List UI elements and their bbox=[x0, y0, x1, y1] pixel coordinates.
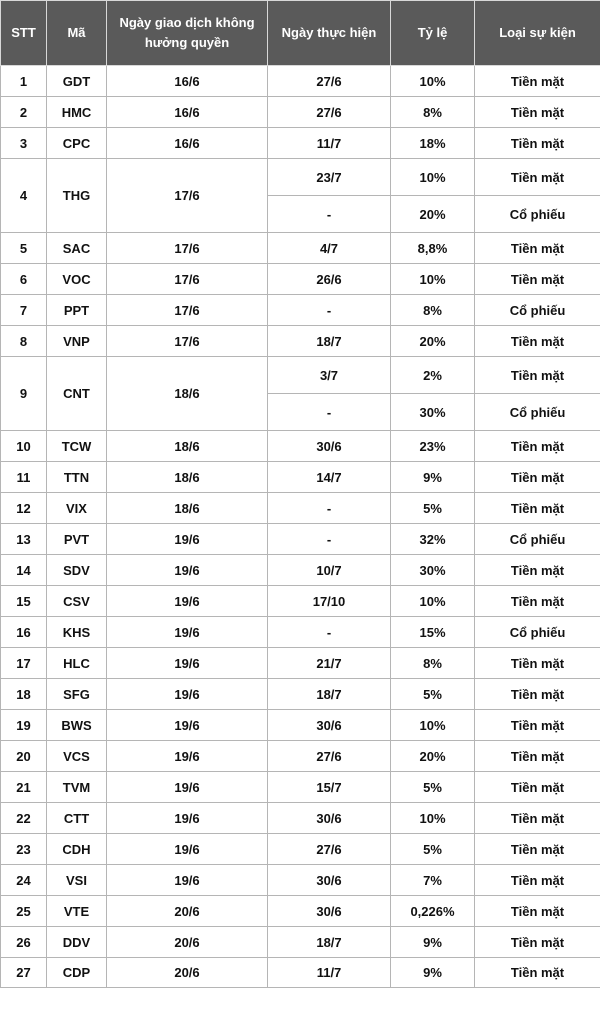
header-execution-date: Ngày thực hiện bbox=[268, 1, 391, 66]
cell-ticker: TVM bbox=[47, 772, 107, 803]
table-row bbox=[1, 865, 600, 896]
cell-execution-date: 17/10 bbox=[268, 586, 391, 617]
cell-ticker: DDV bbox=[47, 927, 107, 958]
cell-ratio: 2% bbox=[391, 357, 475, 394]
cell-ticker: SFG bbox=[47, 679, 107, 710]
cell-event-type: Cổ phiếu bbox=[475, 617, 600, 648]
cell-execution-date: 18/7 bbox=[268, 927, 391, 958]
cell-stt: 25 bbox=[1, 896, 47, 927]
cell-event-type: Tiền mặt bbox=[475, 927, 600, 958]
cell-stt: 10 bbox=[1, 431, 47, 462]
cell-stt: 8 bbox=[1, 326, 47, 357]
cell-event-type: Tiền mặt bbox=[475, 834, 600, 865]
cell-ex-rights-date: 16/6 bbox=[107, 66, 268, 97]
cell-execution-date: 30/6 bbox=[268, 865, 391, 896]
header-ratio: Tỷ lệ bbox=[391, 1, 475, 66]
cell-ticker: BWS bbox=[47, 710, 107, 741]
table-row bbox=[1, 128, 600, 159]
cell-ratio: 30% bbox=[391, 394, 475, 431]
cell-ticker: VOC bbox=[47, 264, 107, 295]
cell-ticker: VTE bbox=[47, 896, 107, 927]
cell-ratio: 10% bbox=[391, 159, 475, 196]
cell-event-type: Tiền mặt bbox=[475, 803, 600, 834]
cell-stt: 20 bbox=[1, 741, 47, 772]
cell-event-type: Tiền mặt bbox=[475, 97, 600, 128]
cell-ticker: PPT bbox=[47, 295, 107, 326]
cell-stt: 22 bbox=[1, 803, 47, 834]
cell-stt: 24 bbox=[1, 865, 47, 896]
cell-stt: 23 bbox=[1, 834, 47, 865]
cell-ticker: SAC bbox=[47, 233, 107, 264]
cell-ratio: 8% bbox=[391, 97, 475, 128]
cell-ratio: 10% bbox=[391, 586, 475, 617]
cell-ticker: HLC bbox=[47, 648, 107, 679]
cell-ex-rights-date: 19/6 bbox=[107, 803, 268, 834]
cell-execution-date: - bbox=[268, 524, 391, 555]
cell-event-type: Tiền mặt bbox=[475, 128, 600, 159]
table-row bbox=[1, 159, 600, 196]
table-row bbox=[1, 493, 600, 524]
cell-ex-rights-date: 19/6 bbox=[107, 648, 268, 679]
cell-execution-date: 15/7 bbox=[268, 772, 391, 803]
table-row bbox=[1, 431, 600, 462]
cell-execution-date: 30/6 bbox=[268, 803, 391, 834]
cell-event-type: Tiền mặt bbox=[475, 462, 600, 493]
cell-execution-date: 18/7 bbox=[268, 679, 391, 710]
cell-event-type: Tiền mặt bbox=[475, 555, 600, 586]
cell-execution-date: 30/6 bbox=[268, 710, 391, 741]
header-event-type: Loại sự kiện bbox=[475, 1, 600, 66]
table-row bbox=[1, 679, 600, 710]
cell-event-type: Cổ phiếu bbox=[475, 196, 600, 233]
cell-ratio: 7% bbox=[391, 865, 475, 896]
cell-ticker: VNP bbox=[47, 326, 107, 357]
cell-ticker: CNT bbox=[47, 357, 107, 431]
cell-ticker: CDH bbox=[47, 834, 107, 865]
cell-execution-date: 11/7 bbox=[268, 128, 391, 159]
cell-ratio: 10% bbox=[391, 803, 475, 834]
cell-ratio: 10% bbox=[391, 710, 475, 741]
table-row bbox=[1, 233, 600, 264]
table-header bbox=[1, 1, 600, 66]
header-stt: STT bbox=[1, 1, 47, 66]
table-row bbox=[1, 524, 600, 555]
table-row bbox=[1, 958, 600, 988]
cell-ratio: 9% bbox=[391, 927, 475, 958]
cell-ratio: 20% bbox=[391, 741, 475, 772]
header-row bbox=[1, 1, 600, 66]
cell-ratio: 15% bbox=[391, 617, 475, 648]
table-row bbox=[1, 264, 600, 295]
cell-ex-rights-date: 18/6 bbox=[107, 462, 268, 493]
cell-ratio: 5% bbox=[391, 772, 475, 803]
cell-ex-rights-date: 17/6 bbox=[107, 326, 268, 357]
cell-execution-date: 21/7 bbox=[268, 648, 391, 679]
cell-event-type: Tiền mặt bbox=[475, 66, 600, 97]
cell-ratio: 5% bbox=[391, 679, 475, 710]
cell-execution-date: 27/6 bbox=[268, 834, 391, 865]
cell-execution-date: - bbox=[268, 295, 391, 326]
cell-ticker: CDP bbox=[47, 958, 107, 988]
cell-event-type: Tiền mặt bbox=[475, 233, 600, 264]
cell-ratio: 30% bbox=[391, 555, 475, 586]
cell-ratio: 32% bbox=[391, 524, 475, 555]
table-row bbox=[1, 896, 600, 927]
cell-stt: 17 bbox=[1, 648, 47, 679]
cell-ticker: GDT bbox=[47, 66, 107, 97]
cell-stt: 18 bbox=[1, 679, 47, 710]
cell-ratio: 8% bbox=[391, 295, 475, 326]
cell-stt: 27 bbox=[1, 958, 47, 988]
cell-execution-date: - bbox=[268, 394, 391, 431]
cell-ratio: 5% bbox=[391, 834, 475, 865]
cell-stt: 16 bbox=[1, 617, 47, 648]
cell-event-type: Cổ phiếu bbox=[475, 524, 600, 555]
cell-ratio: 10% bbox=[391, 264, 475, 295]
cell-stt: 1 bbox=[1, 66, 47, 97]
cell-stt: 9 bbox=[1, 357, 47, 431]
cell-execution-date: 27/6 bbox=[268, 97, 391, 128]
cell-ex-rights-date: 16/6 bbox=[107, 97, 268, 128]
cell-ex-rights-date: 16/6 bbox=[107, 128, 268, 159]
cell-execution-date: 27/6 bbox=[268, 66, 391, 97]
cell-ratio: 20% bbox=[391, 326, 475, 357]
cell-execution-date: - bbox=[268, 617, 391, 648]
cell-ticker: CPC bbox=[47, 128, 107, 159]
cell-ratio: 10% bbox=[391, 66, 475, 97]
cell-stt: 19 bbox=[1, 710, 47, 741]
cell-event-type: Tiền mặt bbox=[475, 679, 600, 710]
cell-event-type: Tiền mặt bbox=[475, 648, 600, 679]
cell-stt: 21 bbox=[1, 772, 47, 803]
cell-execution-date: 4/7 bbox=[268, 233, 391, 264]
cell-stt: 4 bbox=[1, 159, 47, 233]
table-row bbox=[1, 741, 600, 772]
cell-ticker: VSI bbox=[47, 865, 107, 896]
table-row bbox=[1, 927, 600, 958]
cell-stt: 12 bbox=[1, 493, 47, 524]
table-row bbox=[1, 834, 600, 865]
cell-stt: 11 bbox=[1, 462, 47, 493]
cell-execution-date: 30/6 bbox=[268, 896, 391, 927]
cell-stt: 5 bbox=[1, 233, 47, 264]
cell-ticker: THG bbox=[47, 159, 107, 233]
cell-event-type: Cổ phiếu bbox=[475, 295, 600, 326]
table-row bbox=[1, 617, 600, 648]
cell-event-type: Cổ phiếu bbox=[475, 394, 600, 431]
cell-stt: 26 bbox=[1, 927, 47, 958]
cell-ratio: 8,8% bbox=[391, 233, 475, 264]
cell-ex-rights-date: 18/6 bbox=[107, 431, 268, 462]
cell-execution-date: 23/7 bbox=[268, 159, 391, 196]
cell-stt: 3 bbox=[1, 128, 47, 159]
cell-event-type: Tiền mặt bbox=[475, 958, 600, 988]
cell-ex-rights-date: 19/6 bbox=[107, 741, 268, 772]
cell-ex-rights-date: 17/6 bbox=[107, 295, 268, 326]
cell-event-type: Tiền mặt bbox=[475, 264, 600, 295]
cell-ex-rights-date: 19/6 bbox=[107, 772, 268, 803]
cell-execution-date: 14/7 bbox=[268, 462, 391, 493]
cell-ticker: KHS bbox=[47, 617, 107, 648]
table-row bbox=[1, 295, 600, 326]
cell-ex-rights-date: 17/6 bbox=[107, 264, 268, 295]
table-row bbox=[1, 97, 600, 128]
cell-ex-rights-date: 17/6 bbox=[107, 159, 268, 233]
cell-ratio: 23% bbox=[391, 431, 475, 462]
cell-ex-rights-date: 19/6 bbox=[107, 617, 268, 648]
table-row bbox=[1, 586, 600, 617]
cell-ratio: 8% bbox=[391, 648, 475, 679]
cell-ex-rights-date: 20/6 bbox=[107, 958, 268, 988]
cell-event-type: Tiền mặt bbox=[475, 493, 600, 524]
cell-ex-rights-date: 20/6 bbox=[107, 896, 268, 927]
cell-ex-rights-date: 18/6 bbox=[107, 493, 268, 524]
cell-ticker: TTN bbox=[47, 462, 107, 493]
table-row bbox=[1, 357, 600, 394]
cell-execution-date: 18/7 bbox=[268, 326, 391, 357]
cell-event-type: Tiền mặt bbox=[475, 741, 600, 772]
cell-execution-date: 10/7 bbox=[268, 555, 391, 586]
cell-execution-date: 30/6 bbox=[268, 431, 391, 462]
cell-ex-rights-date: 20/6 bbox=[107, 927, 268, 958]
cell-ex-rights-date: 19/6 bbox=[107, 834, 268, 865]
cell-ratio: 5% bbox=[391, 493, 475, 524]
table-row bbox=[1, 772, 600, 803]
cell-ex-rights-date: 17/6 bbox=[107, 233, 268, 264]
table-row bbox=[1, 648, 600, 679]
cell-stt: 2 bbox=[1, 97, 47, 128]
cell-execution-date: - bbox=[268, 196, 391, 233]
cell-event-type: Tiền mặt bbox=[475, 357, 600, 394]
cell-ex-rights-date: 18/6 bbox=[107, 357, 268, 431]
cell-stt: 14 bbox=[1, 555, 47, 586]
cell-execution-date: 11/7 bbox=[268, 958, 391, 988]
cell-stt: 15 bbox=[1, 586, 47, 617]
cell-ticker: HMC bbox=[47, 97, 107, 128]
cell-ex-rights-date: 19/6 bbox=[107, 710, 268, 741]
cell-ticker: VCS bbox=[47, 741, 107, 772]
cell-ex-rights-date: 19/6 bbox=[107, 524, 268, 555]
cell-event-type: Tiền mặt bbox=[475, 865, 600, 896]
cell-execution-date: 27/6 bbox=[268, 741, 391, 772]
table-row bbox=[1, 710, 600, 741]
cell-ticker: TCW bbox=[47, 431, 107, 462]
cell-ex-rights-date: 19/6 bbox=[107, 586, 268, 617]
table-row bbox=[1, 66, 600, 97]
cell-ex-rights-date: 19/6 bbox=[107, 679, 268, 710]
cell-stt: 6 bbox=[1, 264, 47, 295]
cell-ratio: 9% bbox=[391, 462, 475, 493]
cell-ratio: 0,226% bbox=[391, 896, 475, 927]
table-body bbox=[1, 66, 600, 988]
cell-event-type: Tiền mặt bbox=[475, 431, 600, 462]
cell-execution-date: 26/6 bbox=[268, 264, 391, 295]
cell-execution-date: 3/7 bbox=[268, 357, 391, 394]
cell-event-type: Tiền mặt bbox=[475, 896, 600, 927]
cell-event-type: Tiền mặt bbox=[475, 586, 600, 617]
cell-event-type: Tiền mặt bbox=[475, 710, 600, 741]
cell-ticker: CTT bbox=[47, 803, 107, 834]
cell-ticker: VIX bbox=[47, 493, 107, 524]
cell-event-type: Tiền mặt bbox=[475, 159, 600, 196]
header-ticker: Mã bbox=[47, 1, 107, 66]
header-ex-rights-date: Ngày giao dịch không hưởng quyền bbox=[107, 1, 268, 66]
cell-ratio: 20% bbox=[391, 196, 475, 233]
cell-stt: 13 bbox=[1, 524, 47, 555]
table-row bbox=[1, 803, 600, 834]
cell-event-type: Tiền mặt bbox=[475, 326, 600, 357]
cell-event-type: Tiền mặt bbox=[475, 772, 600, 803]
cell-execution-date: - bbox=[268, 493, 391, 524]
cell-ratio: 9% bbox=[391, 958, 475, 988]
cell-ticker: SDV bbox=[47, 555, 107, 586]
cell-ratio: 18% bbox=[391, 128, 475, 159]
cell-ex-rights-date: 19/6 bbox=[107, 555, 268, 586]
table-row bbox=[1, 326, 600, 357]
cell-ticker: CSV bbox=[47, 586, 107, 617]
cell-stt: 7 bbox=[1, 295, 47, 326]
table-row bbox=[1, 555, 600, 586]
table-row bbox=[1, 462, 600, 493]
cell-ex-rights-date: 19/6 bbox=[107, 865, 268, 896]
cell-ticker: PVT bbox=[47, 524, 107, 555]
